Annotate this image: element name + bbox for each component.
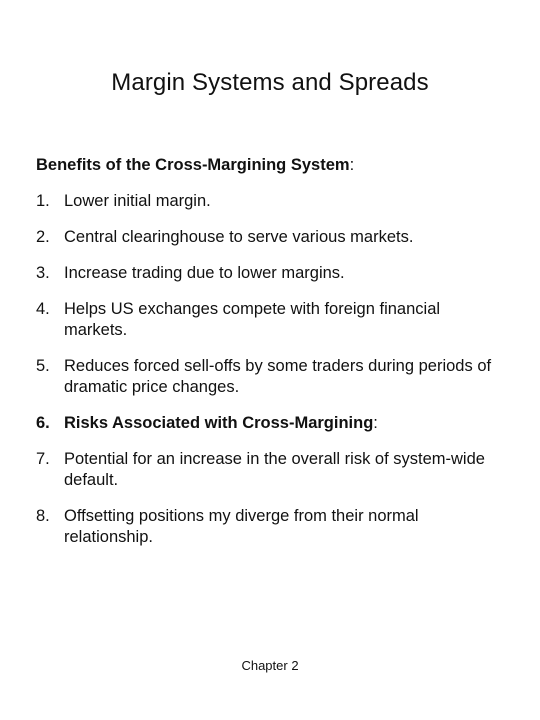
list-item-number: 6. [36,414,50,432]
list-item-text: Offsetting positions my diverge from their normal relationship. [64,507,419,546]
list-item [36,227,506,248]
list-item-number: 4. [36,300,50,318]
list-item-text [64,413,506,434]
list-item-text: Reduces forced sell-offs by some traders during periods of dramatic price changes. [64,357,492,396]
list-item-number: 7. [36,450,50,468]
list-item [36,506,506,548]
section-heading [36,155,506,176]
list-item-text-content: Risks Associated with Cross-Margining [64,414,374,432]
slide-body [36,155,506,563]
list-item-number: 3. [36,264,50,282]
slide-footer: Chapter 2 [241,658,299,673]
list-item-number: 2. [36,228,50,246]
list-item [36,356,506,398]
list-item [36,299,506,341]
numbered-list [36,191,506,548]
list-item-number: 8. [36,507,50,525]
list-item-text: Central clearinghouse to serve various markets. [64,228,414,246]
list-item [36,191,506,212]
list-item-number: 1. [36,192,50,210]
list-item-colon: : [373,414,378,432]
list-item [36,449,506,491]
list-item-text: Lower initial margin. [64,192,211,210]
list-item-text: Helps US exchanges compete with foreign financial markets. [64,300,441,339]
list-item-text: Potential for an increase in the overall risk of system-wide default. [64,450,485,489]
list-item-risks-heading [36,413,506,434]
list-item [36,263,506,284]
section-heading-colon: : [349,156,355,174]
slide-title: Margin Systems and Spreads [111,69,429,96]
list-item-number: 5. [36,357,50,375]
list-item-text: Increase trading due to lower margins. [64,264,345,282]
section-heading-text: Benefits of the Cross-Margining System [36,156,350,174]
